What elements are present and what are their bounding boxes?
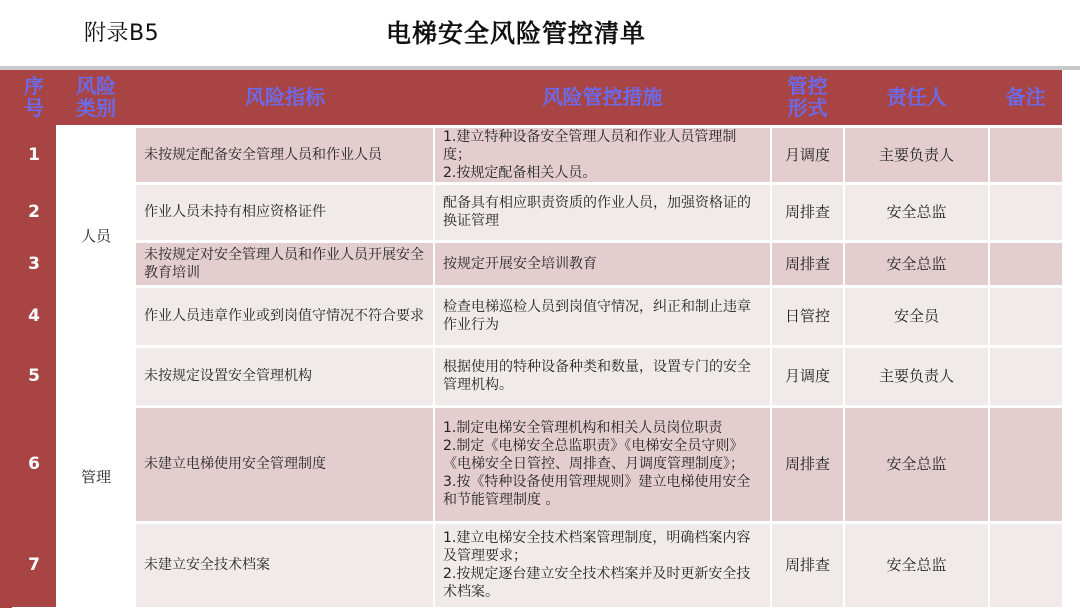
risk-measures-cell: 1.制定电梯安全管理机构和相关人员岗位职责 2.制定《电梯安全总监职责》《电梯安全员守则》《电梯安全日管控、周排查、月调度管理制度》； 3.按《特种设备使用管理规则》建立电梯使用安全和节能管理制度 。: [434, 406, 771, 522]
table-row: [12, 522, 1062, 607]
col-header-indicator: 风险指标: [136, 70, 434, 126]
col-header-category: 风险类别: [56, 70, 136, 126]
slide-header: [0, 0, 1080, 64]
table-row: [12, 286, 1062, 346]
col-header-num: 序号: [12, 70, 56, 126]
control-form-cell: 周排查: [771, 241, 844, 286]
responsible-cell: 安全总监: [844, 406, 989, 522]
responsible-cell: 安全总监: [844, 522, 989, 607]
risk-indicator-cell: 未按规定配备安全管理人员和作业人员: [136, 126, 434, 183]
risk-indicator-cell: 作业人员违章作业或到岗值守情况不符合要求: [136, 286, 434, 346]
risk-category-cell: 人员: [56, 126, 136, 346]
risk-control-table: [12, 70, 1062, 607]
table-row: [12, 183, 1062, 241]
risk-indicator-cell: 未建立电梯使用安全管理制度: [136, 406, 434, 522]
risk-measures-cell: 1.建立特种设备安全管理人员和作业人员管理制度； 2.按规定配备相关人员。: [434, 126, 771, 183]
risk-control-table-wrapper: [0, 70, 1080, 608]
control-form-cell: 月调度: [771, 346, 844, 406]
page-title: 电梯安全风险管控清单: [386, 19, 647, 48]
control-form-cell: 周排查: [771, 522, 844, 607]
note-cell: [989, 522, 1062, 607]
row-number: 3: [12, 241, 56, 286]
note-cell: [989, 241, 1062, 286]
risk-measures-cell: 配备具有相应职责资质的作业人员，加强资格证的换证管理: [434, 183, 771, 241]
col-header-note: 备注: [989, 70, 1062, 126]
risk-indicator-cell: 未按规定设置安全管理机构: [136, 346, 434, 406]
row-number: 6: [12, 406, 56, 522]
col-header-responsible: 责任人: [844, 70, 989, 126]
col-header-form: 管控形式: [771, 70, 844, 126]
risk-indicator-cell: 作业人员未持有相应资格证件: [136, 183, 434, 241]
control-form-cell: 日管控: [771, 286, 844, 346]
risk-measures-cell: 根据使用的特种设备种类和数量，设置专门的安全管理机构。: [434, 346, 771, 406]
table-row: [12, 406, 1062, 522]
responsible-cell: 主要负责人: [844, 126, 989, 183]
row-number: 4: [12, 286, 56, 346]
responsible-cell: 主要负责人: [844, 346, 989, 406]
risk-measures-cell: 按规定开展安全培训教育: [434, 241, 771, 286]
responsible-cell: 安全员: [844, 286, 989, 346]
appendix-label: 附录B5: [84, 21, 160, 46]
note-cell: [989, 183, 1062, 241]
row-number: 1: [12, 126, 56, 183]
risk-indicator-cell: 未建立安全技术档案: [136, 522, 434, 607]
col-header-measures: 风险管控措施: [434, 70, 771, 126]
row-number: 5: [12, 346, 56, 406]
table-row: [12, 346, 1062, 406]
table-header-row: [12, 70, 1062, 126]
note-cell: [989, 126, 1062, 183]
note-cell: [989, 286, 1062, 346]
control-form-cell: 周排查: [771, 406, 844, 522]
row-number: 7: [12, 522, 56, 607]
note-cell: [989, 346, 1062, 406]
control-form-cell: 月调度: [771, 126, 844, 183]
row-number: 2: [12, 183, 56, 241]
table-row: [12, 241, 1062, 286]
left-accent-bar: [0, 70, 12, 608]
risk-category-cell: 管理: [56, 346, 136, 607]
risk-measures-cell: 1.建立电梯安全技术档案管理制度，明确档案内容及管理要求； 2.按规定逐台建立安全技术档案并及时更新安全技术档案。: [434, 522, 771, 607]
responsible-cell: 安全总监: [844, 183, 989, 241]
table-row: [12, 126, 1062, 183]
note-cell: [989, 406, 1062, 522]
risk-measures-cell: 检查电梯巡检人员到岗值守情况，纠正和制止违章作业行为: [434, 286, 771, 346]
control-form-cell: 周排查: [771, 183, 844, 241]
responsible-cell: 安全总监: [844, 241, 989, 286]
risk-indicator-cell: 未按规定对安全管理人员和作业人员开展安全教育培训: [136, 241, 434, 286]
